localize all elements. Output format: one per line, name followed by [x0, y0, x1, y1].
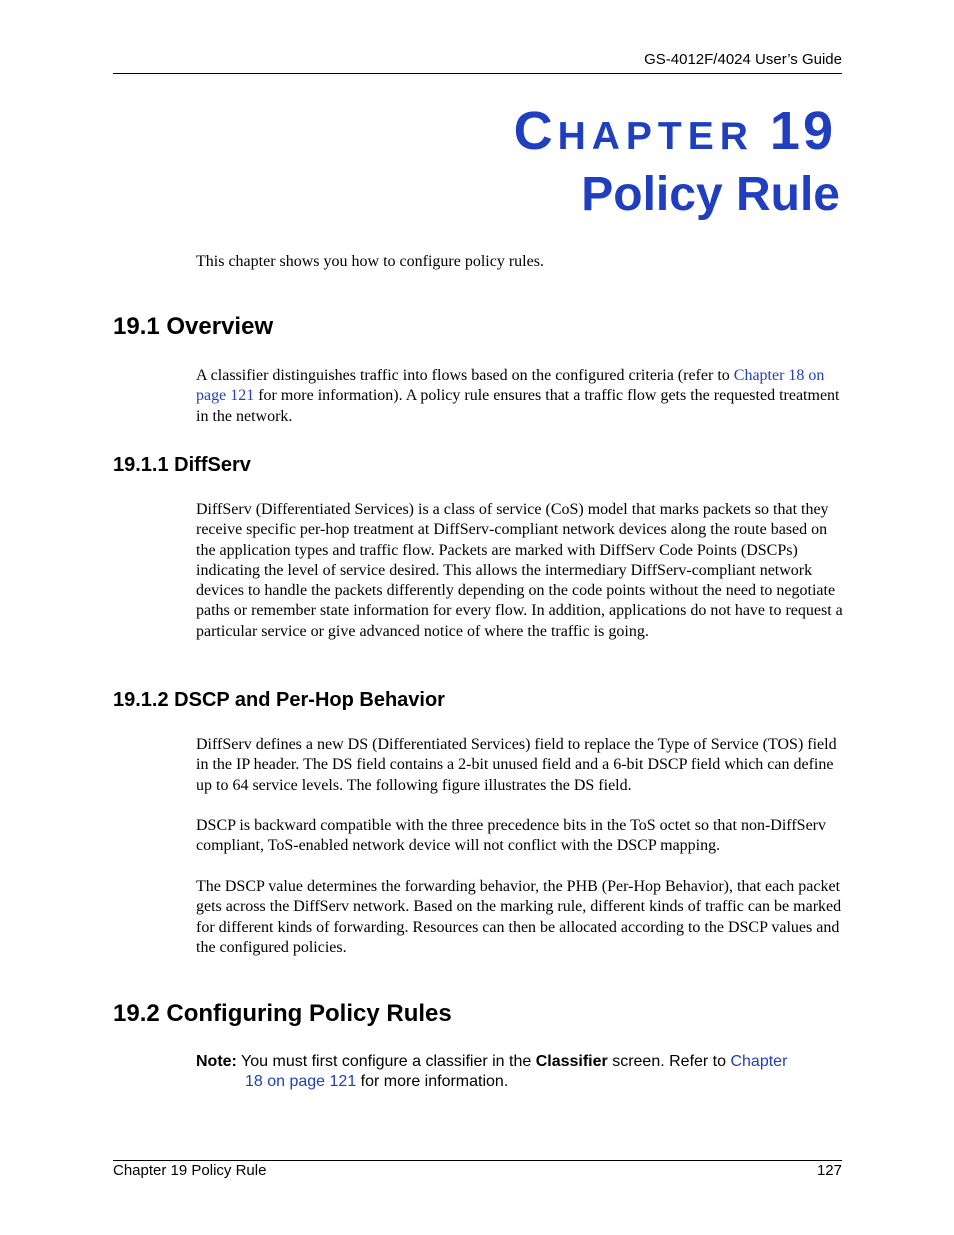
note-block: [196, 1052, 846, 1093]
config-heading: 19.2 Configuring Policy Rules: [113, 1000, 452, 1027]
note-line-2: [196, 1072, 846, 1092]
overview-heading: 19.1 Overview: [113, 313, 274, 340]
footer-rule: [113, 1160, 842, 1161]
dscp-heading: 19.1.2 DSCP and Per-Hop Behavior: [113, 689, 445, 711]
dscp-paragraph-2: DSCP is backward compatible with the three precedence bits in the ToS octet so that non-DiffServ compliant, ToS-enabled network device will not conflict with the DSCP mapping.: [196, 817, 826, 855]
note-chapter-link-2[interactable]: 18 on page 121: [245, 1073, 357, 1091]
chapter-number: 19: [769, 101, 836, 161]
chapter-cap: C: [513, 101, 558, 161]
overview-text-before: A classifier distinguishes traffic into flows based on the configured criteria (refer to: [196, 367, 734, 384]
chapter-rest: HAPTER: [557, 115, 754, 158]
dscp-paragraph-1: DiffServ defines a new DS (Differentiated Services) field to replace the Type of Service (TOS) field in the IP header. The DS field contains a 2-bit unused field and a 6-bit DSCP field which can define up to 64 service levels. The following figure illustrates the DS field.: [196, 736, 837, 794]
overview-paragraph: [196, 366, 846, 427]
header-title: GS-4012F/4024 User’s Guide: [644, 51, 842, 68]
note-label: Note:: [196, 1053, 237, 1070]
chapter-title: Policy Rule: [581, 168, 840, 221]
note-text-3: for more information.: [356, 1073, 509, 1091]
note-chapter-link-1[interactable]: Chapter: [730, 1053, 788, 1070]
header-rule: [113, 73, 842, 74]
note-text-2: screen. Refer to: [607, 1053, 731, 1070]
overview-chapter-link[interactable]: Chapter 18 on page 121: [196, 367, 825, 405]
diffserv-heading: 19.1.1 DiffServ: [113, 454, 251, 476]
footer-page-number: 127: [816, 1162, 842, 1179]
note-bold-classifier: Classifier: [535, 1053, 608, 1070]
intro-paragraph: This chapter shows you how to configure policy rules.: [196, 253, 544, 270]
footer-chapter-title: Chapter 19 Policy Rule: [113, 1162, 267, 1179]
dscp-paragraph-3: The DSCP value determines the forwarding behavior, the PHB (Per-Hop Behavior), that each packet gets across the DiffServ network. Based on the marking rule, different kinds of traffic can be marked for different kinds of forwarding. Resources can then be allocated according to the DSCP values and the configured policies.: [196, 878, 842, 956]
note-text-1: You must first configure a classifier in the: [236, 1053, 536, 1070]
overview-text-after: for more information). A policy rule ensures that a traffic flow gets the requested treatment in the network.: [196, 387, 840, 425]
diffserv-paragraph: DiffServ (Differentiated Services) is a class of service (CoS) model that marks packets so that they receive specific per-hop treatment at DiffServ-compliant network devices along the route based on the application types and traffic flow. Packets are marked with DiffServ Code Points (DSCPs) indicating the level of service desired. This allows the intermediary DiffServ-compliant network devices to handle the packets differently depending on the code points without the need to negotiate paths or remember state information for every flow. In addition, applications do not have to request a particular service or give advanced notice of where the traffic is going.: [196, 501, 843, 640]
chapter-label: [514, 96, 836, 172]
